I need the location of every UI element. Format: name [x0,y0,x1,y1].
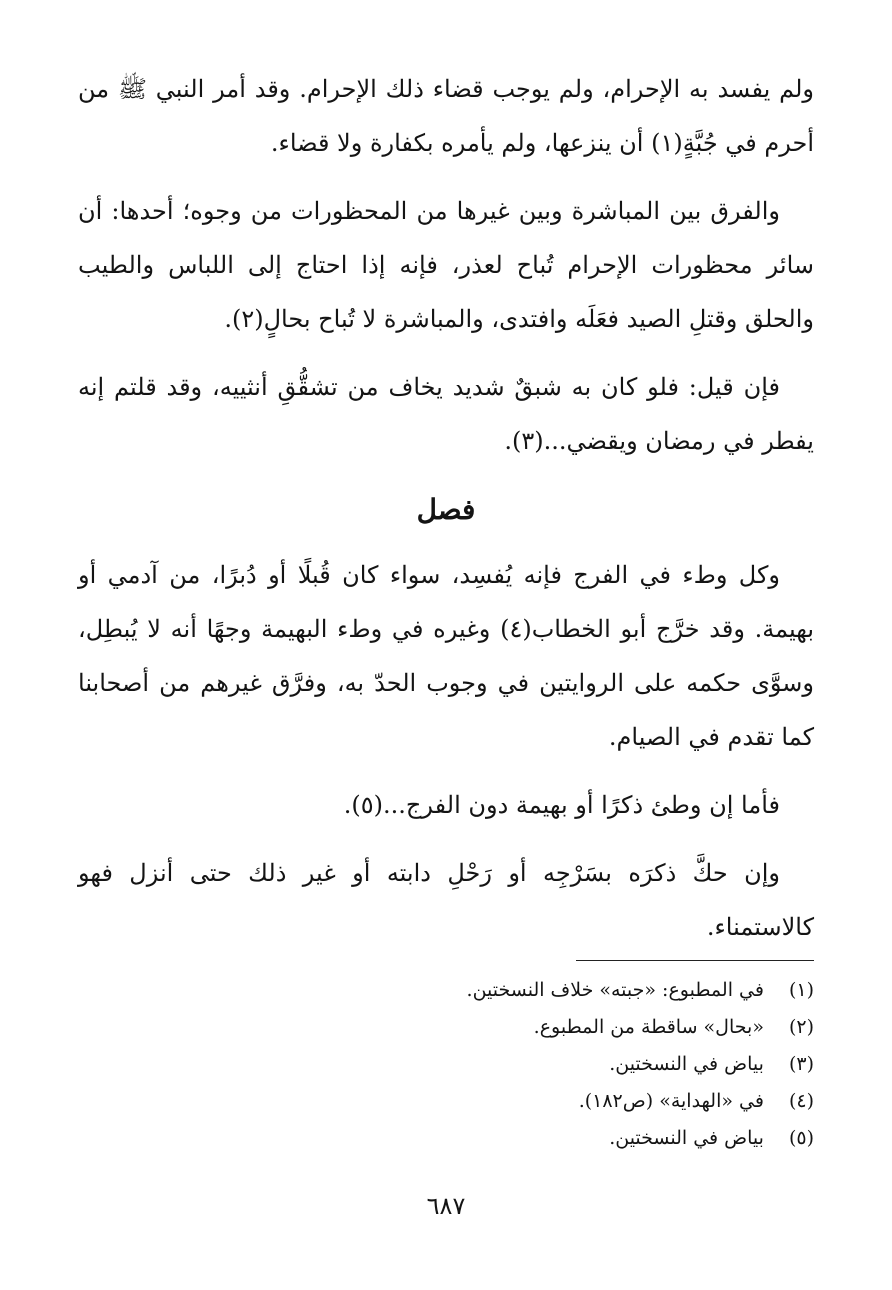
footnote-text: بياض في النسختين. [609,1127,764,1149]
page-body [78,62,814,968]
footnote-text: في «الهداية» (ص١٨٢). [578,1090,764,1112]
section-paragraph-1: وكل وطء في الفرج فإنه يُفسِد، سواء كان قُبلًا أو دُبرًا، من آدمي أو بهيمة. وقد خرَّج أبو الخطاب(٤) وغيره في وطء البهيمة وجهًا أنه لا يُبطِل، وسوَّى حكمه على الروايتين في وجوب الحدّ به، وفرَّق غيرهم من أصحابنا كما تقدم في الصيام. [78,561,814,751]
section-paragraph-3: وإن حكَّ ذكرَه بسَرْجِه أو رَحْلِ دابته أو غير ذلك حتى أنزل فهو كالاستمناء. [78,859,814,941]
footnote-2 [214,1009,814,1046]
footnote-number: (١) [788,979,814,1001]
footnote-text: «بحال» ساقطة من المطبوع. [533,1016,764,1038]
footnote-number: (٢) [788,1016,814,1038]
paragraph-1: ولم يفسد به الإحرام، ولم يوجب قضاء ذلك الإحرام. وقد أمر النبي ﷺ من أحرم في جُبَّةٍ(١) أن ينزعها، ولم يأمره بكفارة ولا قضاء. [78,75,814,157]
section-paragraph-2: فأما إن وطئ ذكرًا أو بهيمة دون الفرج...(٥). [343,791,780,819]
footnote-1 [214,972,814,1009]
footnote-5 [214,1120,814,1157]
footnote-number: (٤) [788,1090,814,1112]
footnote-4 [214,1083,814,1120]
page-number: ٦٨٧ [426,1192,466,1220]
footnote-divider [576,960,814,961]
paragraph-2: والفرق بين المباشرة وبين غيرها من المحظورات من وجوه؛ أحدها: أن سائر محظورات الإحرام تُباح لعذر، فإنه إذا احتاج إلى اللباس والطيب والحلق وقتلِ الصيد فعَلَه وافتدى، والمباشرة لا تُباح بحالٍ(٢). [78,197,814,333]
footnote-text: بياض في النسختين. [609,1053,764,1075]
footnote-number: (٥) [788,1127,814,1149]
footnotes [214,972,814,1157]
paragraph-3: فإن قيل: فلو كان به شبقٌ شديد يخاف من تشقُّقِ أنثييه، وقد قلتم إنه يفطر في رمضان ويقضي...(٣). [78,373,814,455]
footnote-number: (٣) [788,1053,814,1075]
footnote-3 [214,1046,814,1083]
section-heading: فصل [416,493,476,526]
footnote-text: في المطبوع: «جبته» خلاف النسختين. [466,979,764,1001]
